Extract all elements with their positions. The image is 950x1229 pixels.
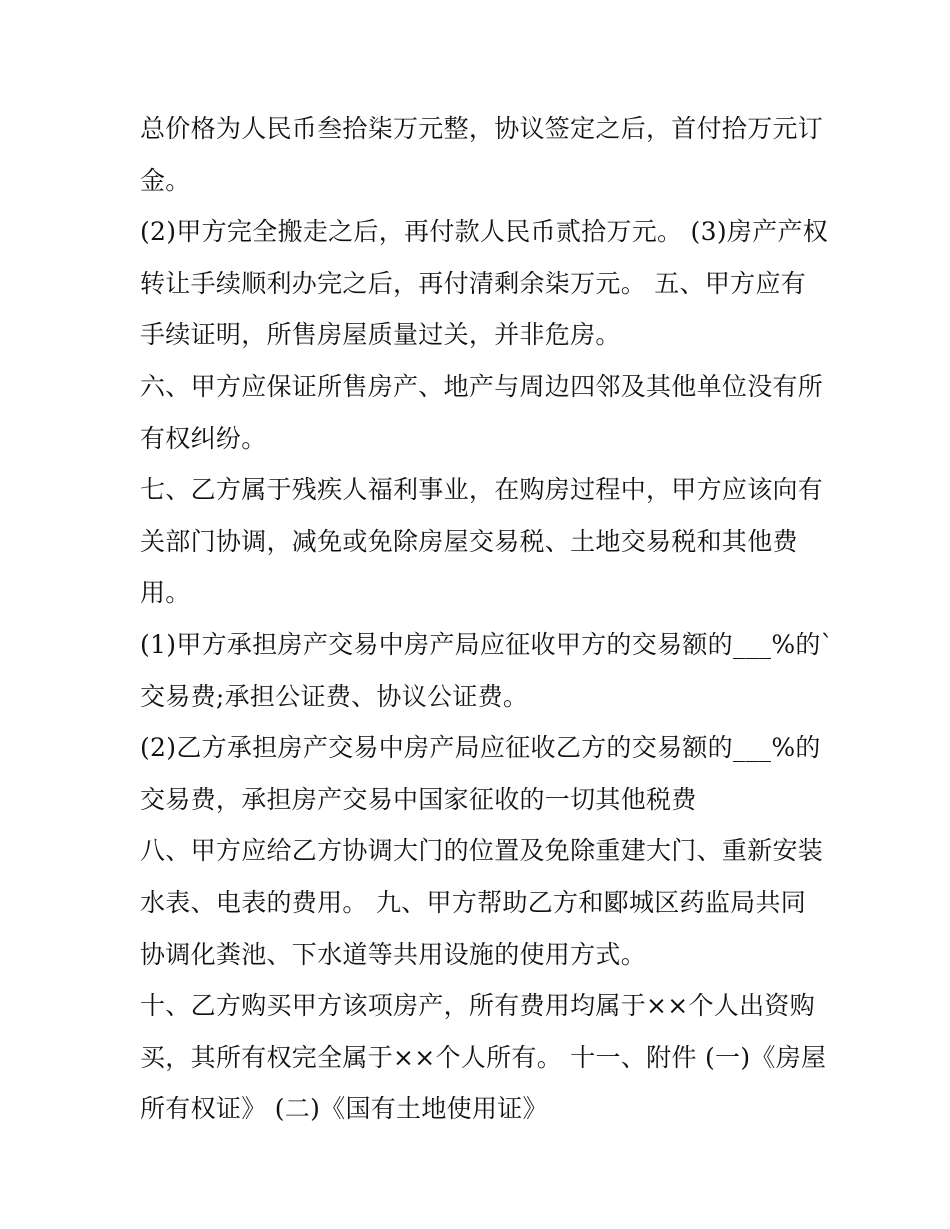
text-line: 七、乙方属于残疾人福利事业，在购房过程中，甲方应该向有 xyxy=(140,475,824,505)
text-line: 所有权证》 (二)《国有土地使用证》 xyxy=(140,1094,548,1124)
text-line: 有权纠纷。 xyxy=(140,423,267,453)
text-line: 十、乙方购买甲方该项房产，所有费用均属于××个人出资购 xyxy=(140,991,815,1021)
text-line: 手续证明，所售房屋质量过关，并非危房。 xyxy=(140,320,621,350)
text-line: 协调化粪池、下水道等共用设施的使用方式。 xyxy=(140,939,647,969)
text-line: 六、甲方应保证所售房产、地产与周边四邻及其他单位没有所 xyxy=(140,371,824,401)
text-line: (2)乙方承担房产交易中房产局应征收乙方的交易额的___%的 xyxy=(140,733,821,763)
text-line: 用。 xyxy=(140,578,191,608)
text-line: 交易费;承担公证费、协议公证费。 xyxy=(140,681,529,711)
text-line: 关部门协调，减免或免除房屋交易税、土地交易税和其他费 xyxy=(140,526,798,556)
text-line: 水表、电表的费用。 九、甲方帮助乙方和郾城区药监局共同 xyxy=(140,887,807,917)
text-line: 八、甲方应给乙方协调大门的位置及免除重建大门、重新安装 xyxy=(140,836,824,866)
text-line: 转让手续顺利办完之后，再付清剩余柒万元。 五、甲方应有 xyxy=(140,268,807,298)
text-line: (1)甲方承担房产交易中房产局应征收甲方的交易额的___%的` xyxy=(140,629,834,659)
document-body xyxy=(140,103,834,1135)
text-line: 买，其所有权完全属于××个人所有。 十一、附件 (一)《房屋 xyxy=(140,1042,827,1072)
text-line: 金。 xyxy=(140,165,191,195)
text-line: (2)甲方完全搬走之后，再付款人民币贰拾万元。 (3)房产产权 xyxy=(140,217,829,247)
text-line: 总价格为人民币叁拾柒万元整，协议签定之后，首付拾万元订 xyxy=(140,114,824,143)
text-line: 交易费，承担房产交易中国家征收的一切其他税费 xyxy=(140,784,697,814)
